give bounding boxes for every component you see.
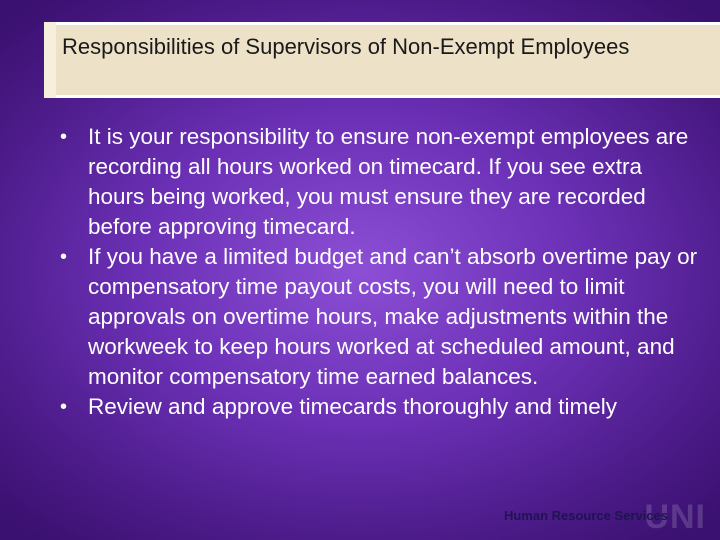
uni-logo: UNI (644, 498, 706, 536)
bullet-text: It is your responsibility to ensure non-exempt employees are recording all hours worked on timecard. If you see extra hours being worked, you must ensure they are recorded before approving timecard. (88, 124, 689, 239)
bullet-list (58, 122, 698, 422)
bullet-dot-icon: • (60, 126, 68, 148)
bullet-item (58, 122, 698, 242)
title-accent (44, 22, 56, 98)
bullet-text: Review and approve timecards thoroughly and timely (88, 394, 618, 419)
bullet-item (58, 242, 698, 392)
bullet-item (58, 392, 698, 422)
bullet-dot-icon: • (60, 396, 68, 418)
bullet-dot-icon: • (60, 246, 68, 268)
footer-text: Human Resource Services (503, 508, 668, 523)
bullet-text: If you have a limited budget and can’t absorb overtime pay or compensatory time payout costs, you will need to limit approvals on overtime hours, make adjustments within the workweek to keep hours worked at scheduled amount, and monitor compensatory time earned balances. (88, 244, 698, 389)
slide-title: Responsibilities of Supervisors of Non-Exempt Employees (62, 34, 630, 59)
